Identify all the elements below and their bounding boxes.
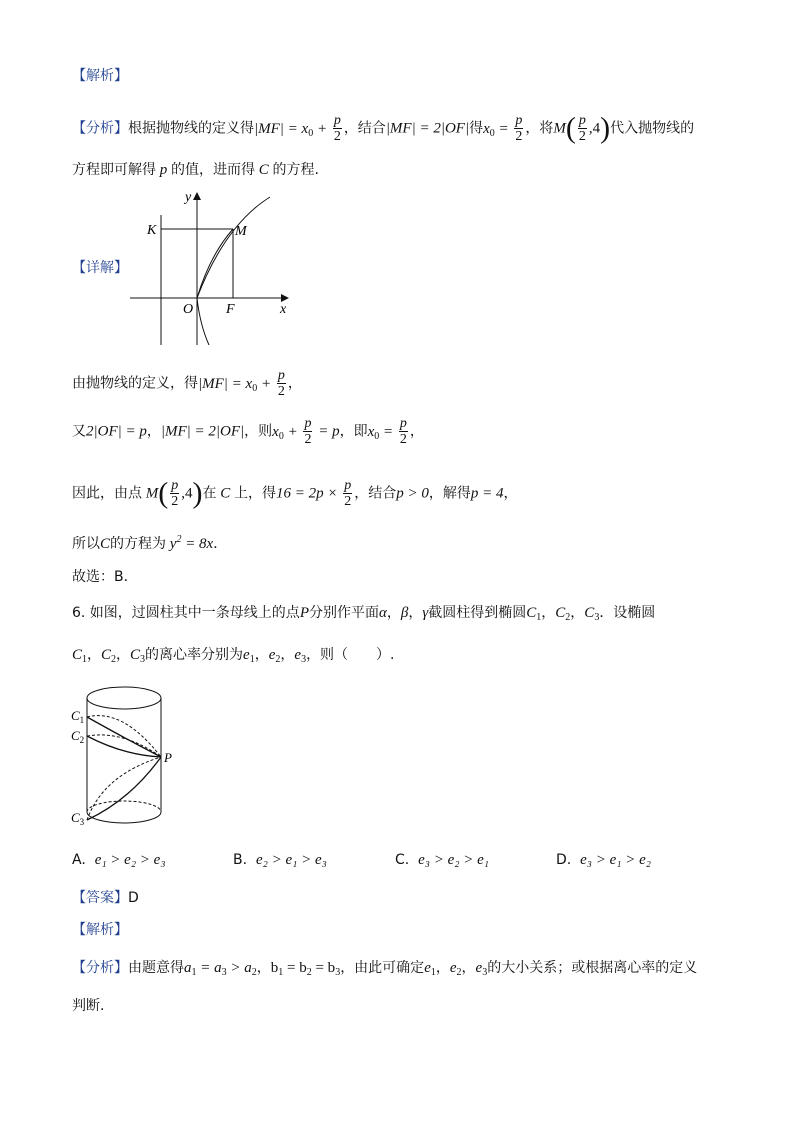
analysis-text: ，结合 [343,120,386,137]
question-6-line-1: 6. 如图，过圆柱其中一条母线上的点P分别作平面α，β，γ截圆柱得到椭圆$C_1$，$C_2$，$C_3$．设椭圆 [72,605,656,623]
label-k: K [147,223,157,238]
option-b[interactable]: B. e₂ > e₁ > e₃ [233,852,327,868]
answer-line [72,888,139,908]
ellipse-c2-front [87,736,161,757]
analysis-line-2: 方程即可解得 p 的值，进而得 C 的方程. [72,162,319,178]
ellipse-c2-back [87,735,161,757]
option-d[interactable]: D. e₃ > e₁ > e₂ [556,852,652,868]
detail-line-2: 又2|OF| = p，|MF| = 2|OF|，则$x_0$ + $\frac{p}{2}$ = p，即$x_0$ = $\frac{p}{2}$ ， [72,416,424,447]
detail-line-3: 因此，由点 M( $\frac{p}{2}$ ,4)在 C 上，得16 = 2p × $\frac{p}{2}$ ，结合p > 0，解得p = 4， [72,476,518,510]
answer-value: D [128,890,139,906]
cylinder-top [87,687,161,709]
frac-p-2: $\frac{p}{2}$ [515,113,523,144]
label-p: P [164,750,172,765]
math-point-m: M [553,120,566,137]
analysis-text: 得 [469,120,484,137]
label-c1: $C_1$ [71,708,85,725]
section-tag-detail: 【详解】 [72,260,128,276]
label-f: F [226,302,235,317]
math-x0-eq: $x_0$ = [483,120,513,139]
section-tag-answer: 【答案】 [72,890,128,906]
frac-p-2: $\frac{p}{2}$ [578,113,586,144]
analysis2-line-1: 【分析】由题意得$a_1 = a_3 > a_2$，$b_1 = b_2 = b_3$，由此可确定$e_1$，$e_2$，$e_3$的大小关系；或根据离心率的定义 [72,960,698,978]
math-mf-eq: $|MF| = x_0$ + [254,120,331,139]
label-c2: $C_2$ [71,728,85,745]
label-y: y [185,190,192,205]
option-c[interactable]: C. e₃ > e₂ > e₁ [395,852,490,868]
section-tag-fenxi: 【分析】 [72,120,128,137]
option-a[interactable]: A. e₁ > e₂ > e₃ [72,852,166,868]
math-mf-2of: |MF| = 2|OF| [385,120,470,137]
analysis-text: 根据抛物线的定义得 [128,120,254,137]
cylinder-bottom-back [87,801,161,812]
label-c3: $C_3$ [71,810,85,827]
question-6-line-2: $C_1$，$C_2$，$C_3$的离心率分别为$e_1$，$e_2$，$e_3$，则（ ）. [72,647,395,665]
label-x: x [280,302,287,317]
ellipse-c3-back [87,757,161,820]
frac-p-2: $\frac{p}{2}$ [333,113,341,144]
analysis-text: 代入抛物线的 [610,120,695,137]
label-m: M [235,224,247,239]
ellipse-c3-front [87,757,161,820]
label-o: O [183,302,194,317]
cylinder-figure [68,680,188,830]
detail-line-1: 由抛物线的定义，得$|MF| = x_0$ + $\frac{p}{2}$ ， [72,368,302,399]
analysis2-line-2: 判断. [72,998,105,1014]
section-tag-analysis-2: 【解析】 [72,922,128,938]
analysis-text: ，将 [525,120,554,137]
section-tag-analysis: 【解析】 [72,68,128,84]
parabola-figure [125,185,300,350]
detail-line-5: 故选：B． [72,569,138,585]
analysis-line-1: 【分析】根据抛物线的定义得$|MF| = x_0$ + $\frac{p}{2}$ ，结合|MF| = 2|OF|得$x_0$ = $\frac{p}{2}$ ，将M( $\frac{p}{2}$ ,4)代入抛物线的 [72,111,695,145]
detail-line-4: 所以C的方程为 $y^2 = 8x$． [72,534,228,552]
